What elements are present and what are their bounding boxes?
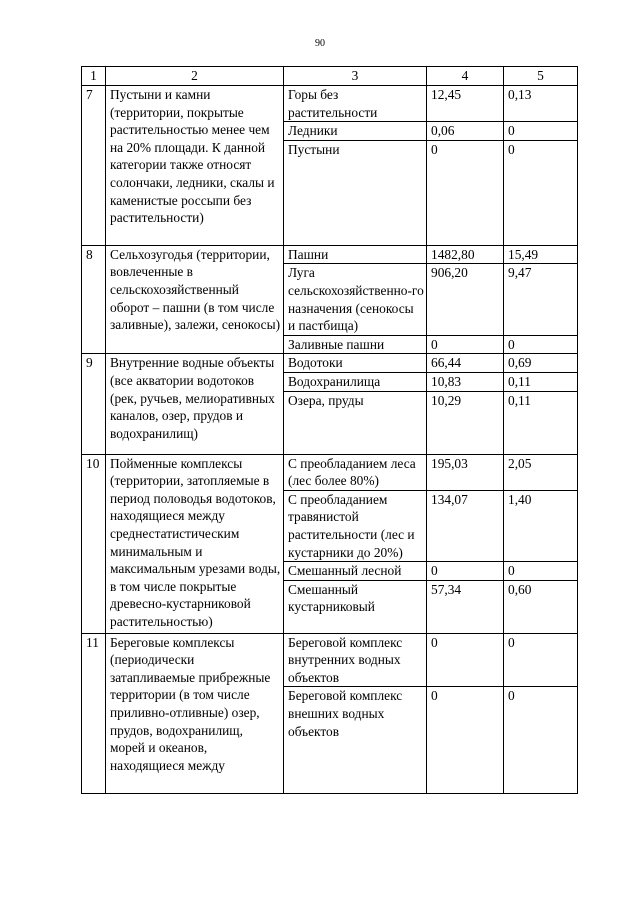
percent-value: 0,11 (504, 391, 578, 454)
subtype-cell: Горы без растительности (284, 86, 427, 122)
percent-value: 0,13 (504, 86, 578, 122)
table-header-row (82, 67, 578, 86)
area-value: 906,20 (427, 264, 504, 335)
percent-value: 1,40 (504, 490, 578, 561)
subtype-cell: Пашни (284, 245, 427, 264)
subtype-cell: Заливные пашни (284, 335, 427, 354)
percent-value: 0 (504, 140, 578, 245)
column-header: 2 (106, 67, 284, 86)
row-number: 7 (82, 86, 106, 246)
area-value: 10,83 (427, 372, 504, 391)
percent-value: 0 (504, 633, 578, 687)
subtype-cell: Озера, пруды (284, 391, 427, 454)
percent-value: 0,11 (504, 372, 578, 391)
category-description: Сельхозугодья (территории, вовлеченные в сельскохозяйственный оборот – пашни (в том числе заливные), залежи, сенокосы) (106, 245, 284, 354)
subtype-cell: Ледники (284, 122, 427, 141)
percent-value: 2,05 (504, 454, 578, 490)
area-value: 57,34 (427, 580, 504, 633)
area-value: 0 (427, 140, 504, 245)
table-row (82, 354, 578, 373)
column-header: 5 (504, 67, 578, 86)
category-description: Внутренние водные объекты (все акватории водотоков (рек, ручьев, мелиоративных каналов, озер, прудов и водохранилищ) (106, 354, 284, 454)
column-header: 4 (427, 67, 504, 86)
table-row (82, 86, 578, 122)
row-number: 8 (82, 245, 106, 354)
area-value: 0 (427, 562, 504, 581)
percent-value: 0 (504, 562, 578, 581)
category-description: Пустыни и камни (территории, покрытые растительностью менее чем на 20% площади. К данной категории также относят солончаки, ледники, скалы и каменистые россыпи без растительности) (106, 86, 284, 246)
table-row (82, 633, 578, 687)
area-value: 134,07 (427, 490, 504, 561)
row-number: 9 (82, 354, 106, 454)
subtype-cell: Смешанный лесной (284, 562, 427, 581)
row-number: 10 (82, 454, 106, 633)
area-value: 0 (427, 687, 504, 794)
category-description: Пойменные комплексы (территории, затопляемые в период половодья водотоков, находящиеся между среднестатистическим минимальным и максимальным урезами воды, в том числе покрытые древесно-кустарниковой растительностью) (106, 454, 284, 633)
subtype-cell: Водотоки (284, 354, 427, 373)
area-value: 10,29 (427, 391, 504, 454)
area-value: 0,06 (427, 122, 504, 141)
subtype-cell: Водохранилища (284, 372, 427, 391)
area-value: 66,44 (427, 354, 504, 373)
area-value: 0 (427, 335, 504, 354)
subtype-cell: Пустыни (284, 140, 427, 245)
land-cover-table (81, 66, 578, 794)
row-number: 11 (82, 633, 106, 794)
table-row (82, 245, 578, 264)
subtype-cell: С преобладанием леса (лес более 80%) (284, 454, 427, 490)
percent-value: 0,69 (504, 354, 578, 373)
percent-value: 0 (504, 335, 578, 354)
subtype-cell: С преобладанием травянистой растительности (лес и кустарники до 20%) (284, 490, 427, 561)
area-value: 1482,80 (427, 245, 504, 264)
area-value: 0 (427, 633, 504, 687)
percent-value: 0 (504, 122, 578, 141)
subtype-cell: Смешанный кустарниковый (284, 580, 427, 633)
area-value: 195,03 (427, 454, 504, 490)
subtype-cell: Луга сельскохозяйственно-го назначения (сенокосы и пастбища) (284, 264, 427, 335)
column-header: 1 (82, 67, 106, 86)
percent-value: 0 (504, 687, 578, 794)
subtype-cell: Береговой комплекс внешних водных объектов (284, 687, 427, 794)
page-number: 90 (315, 38, 325, 49)
percent-value: 9,47 (504, 264, 578, 335)
percent-value: 0,60 (504, 580, 578, 633)
percent-value: 15,49 (504, 245, 578, 264)
area-value: 12,45 (427, 86, 504, 122)
category-description: Береговые комплексы (периодически затапливаемые прибрежные территории (в том числе приливно-отливные) озер, прудов, водохранилищ, морей и океанов, находящиеся между (106, 633, 284, 794)
table-row (82, 454, 578, 490)
subtype-cell: Береговой комплекс внутренних водных объектов (284, 633, 427, 687)
column-header: 3 (284, 67, 427, 86)
